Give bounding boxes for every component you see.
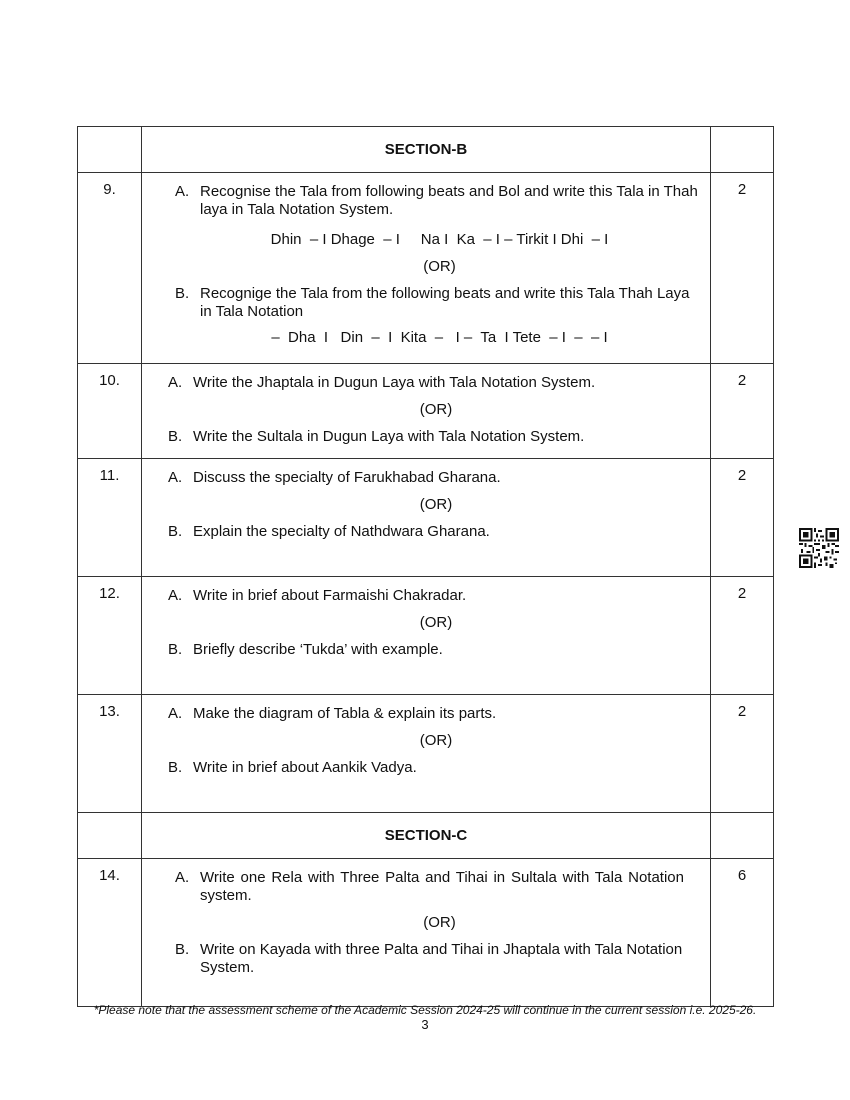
option-b: [175, 285, 704, 321]
or-separator: (OR): [419, 614, 453, 631]
question-number: 9.: [78, 173, 142, 364]
question-row: [78, 173, 774, 364]
question-body: [142, 364, 711, 459]
question-number: 10.: [78, 364, 142, 459]
question-body: [142, 695, 711, 813]
question-table: [77, 126, 774, 1007]
question-number: 13.: [78, 695, 142, 813]
question-row: [78, 364, 774, 459]
or-separator: (OR): [423, 258, 456, 275]
option-label: B.: [175, 941, 190, 958]
empty-cell: [711, 127, 774, 173]
option-label: B.: [168, 523, 183, 540]
marks: 6: [711, 859, 774, 1007]
question-row: [78, 459, 774, 577]
option-text: Write the Jhaptala in Dugun Laya with Tala Notation System.: [193, 374, 596, 391]
option-text: Briefly describe ‘Tukda’ with example.: [193, 641, 443, 658]
marks: 2: [711, 364, 774, 459]
beats-line: – Dha I Din – I Kita – I – Ta I Tete – I – – I: [271, 329, 608, 346]
option-text: Write in brief about Farmaishi Chakradar.: [193, 587, 467, 604]
option-b: [175, 941, 704, 977]
option-text: Write in brief about Aankik Vadya.: [193, 759, 417, 776]
option-text: Recognige the Tala from the following beats and write this Tala Thah Laya in Tala Notation: [200, 285, 690, 320]
option-b: [168, 523, 704, 541]
option-label: A.: [168, 587, 183, 604]
page-number: 3: [421, 1017, 429, 1032]
option-a: [175, 183, 704, 219]
empty-cell: [78, 127, 142, 173]
question-number: 14.: [78, 859, 142, 1007]
option-label: A.: [175, 183, 190, 200]
empty-cell: [78, 813, 142, 859]
section-b-header-row: [78, 127, 774, 173]
section-c-header-row: [78, 813, 774, 859]
option-text: Write the Sultala in Dugun Laya with Tala Notation System.: [193, 428, 585, 445]
option-label: A.: [168, 705, 183, 722]
question-body: [142, 577, 711, 695]
option-text: Write on Kayada with three Palta and Tihai in Jhaptala with Tala Notation System.: [200, 941, 683, 976]
question-row: [78, 859, 774, 1007]
option-a: [168, 587, 704, 605]
option-text: Explain the specialty of Nathdwara Gharana.: [193, 523, 490, 540]
option-label: A.: [168, 469, 183, 486]
option-label: B.: [168, 641, 183, 658]
option-label: A.: [168, 374, 183, 391]
question-number: 11.: [78, 459, 142, 577]
or-separator: (OR): [419, 401, 453, 418]
or-separator: (OR): [419, 496, 453, 513]
option-label: B.: [175, 285, 190, 302]
question-body: [142, 859, 711, 1007]
marks: 2: [711, 577, 774, 695]
option-text: Discuss the specialty of Farukhabad Gharana.: [193, 469, 501, 486]
option-b: [168, 759, 704, 777]
option-label: A.: [175, 869, 190, 886]
or-separator: (OR): [423, 914, 456, 931]
question-body: [142, 173, 711, 364]
option-text: Make the diagram of Tabla & explain its parts.: [193, 705, 497, 722]
or-separator: (OR): [419, 732, 453, 749]
option-a: [168, 374, 704, 392]
option-a: [175, 869, 704, 905]
marks: 2: [711, 695, 774, 813]
question-row: [78, 695, 774, 813]
option-a: [168, 705, 704, 723]
qr-code-icon: [799, 528, 839, 568]
option-label: B.: [168, 759, 183, 776]
marks: 2: [711, 173, 774, 364]
option-text: Recognise the Tala from following beats and Bol and write this Tala in Thah laya in Tala Notation System.: [200, 183, 698, 218]
empty-cell: [711, 813, 774, 859]
question-row: [78, 577, 774, 695]
marks: 2: [711, 459, 774, 577]
option-label: B.: [168, 428, 183, 445]
question-body: [142, 459, 711, 577]
option-text: Write one Rela with Three Palta and Tihai in Sultala with Tala Notation system.: [200, 869, 684, 904]
option-b: [168, 641, 704, 659]
assessment-footnote: *Please note that the assessment scheme of the Academic Session 2024-25 will continue in the current session i.e. 2025-26.: [93, 1003, 757, 1017]
option-b: [168, 428, 704, 446]
question-number: 12.: [78, 577, 142, 695]
section-c-title: SECTION-C: [142, 813, 711, 859]
option-a: [168, 469, 704, 487]
section-b-title: SECTION-B: [142, 127, 711, 173]
beats-line: Dhin – I Dhage – I Na I Ka – I – Tirkit I Dhi – I: [270, 231, 609, 248]
